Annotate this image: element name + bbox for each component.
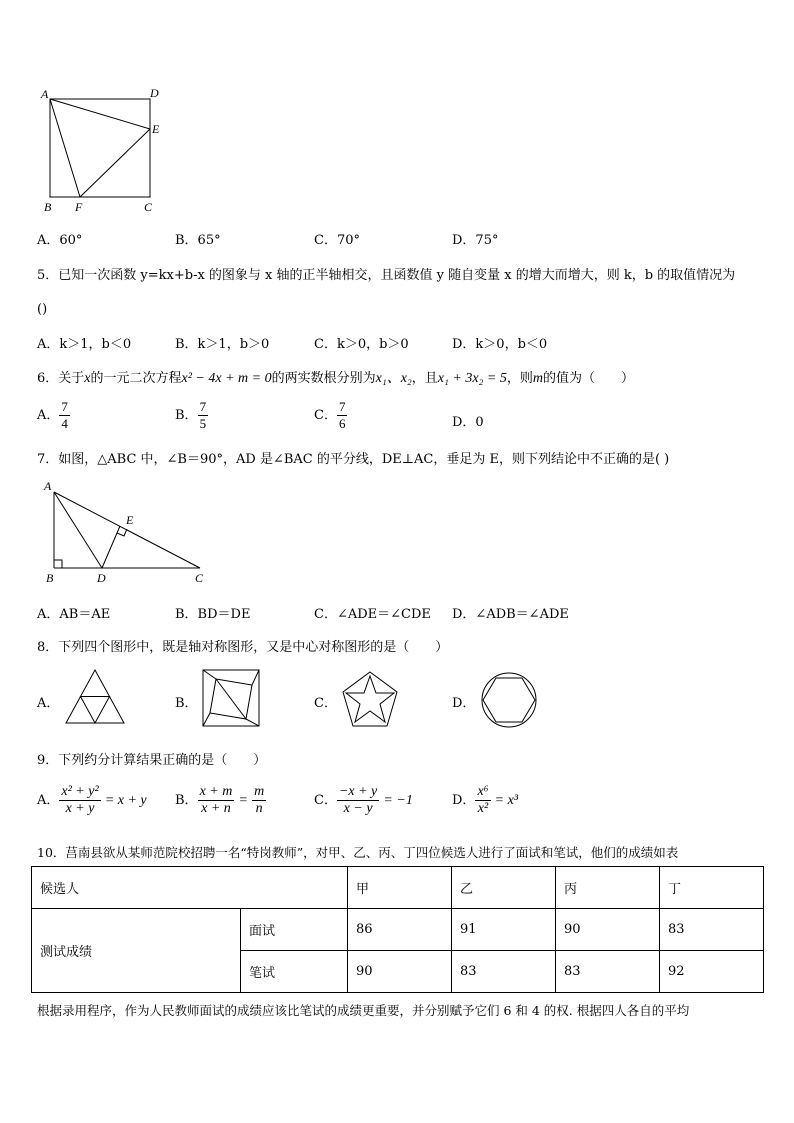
segment-af [50,99,80,197]
label-c: C [144,200,153,214]
q6-stem: 6．关于x的一元二次方程x² − 4x + m = 0的两实数根分别为x₁、x₂，且x₁ + 3x₂ = 5，则m的值为（ ） [37,371,635,386]
label-e: E [152,122,160,136]
q8-option-c: C． [314,696,337,711]
q9-option-d: D． $\frac{\text{x⁶}}{\text{x²}}$ = x³ [452,784,519,816]
q4-figure [40,85,170,215]
q7-option-d: D．∠ADB＝∠ADE [452,607,569,622]
q6-option-d: D．0 [452,415,484,430]
q5-option-d: D．k＞0，b＜0 [452,337,548,352]
right-angle-b [54,560,62,568]
q5-option-a: A．k＞1，b＜0 [37,337,132,352]
q7-option-c: C．∠ADE＝∠CDE [314,607,431,622]
q6-c-fraction: $\frac{7}{6}$ [338,399,346,431]
q8-option-b: B． [175,696,198,711]
candidate-cell: 丙 [556,867,660,909]
q8-option-a: A． [37,696,60,711]
candidate-cell: 乙 [452,867,556,909]
row-label-cell: 面试 [241,909,348,951]
q7-option-a: A．AB＝AE [37,607,111,622]
label-b: B [44,200,52,214]
candidate-cell: 丁 [660,867,764,909]
q4-option-d: D．75° [452,233,499,248]
score-cell: 83 [556,951,660,993]
q6-b-fraction: $\frac{7}{5}$ [199,399,207,431]
label-d: D [150,86,159,100]
q8-stem: 8．下列四个图形中，既是轴对称图形，又是中心对称图形的是（ ） [37,640,449,655]
q6-a-fraction: $\frac{7}{4}$ [61,399,68,431]
segment-ae [50,99,150,129]
q6-option-a: A． $\frac{7}{4}$ [37,399,68,431]
q10-after-text: 根据录用程序，作为人民教师面试的成绩应该比笔试的成绩更重要，并分别赋予它们 6 和 4 的权. 根据四人各自的平均 [37,1003,690,1018]
score-cell: 83 [452,951,556,993]
q5-option-c: C．k＞0，b＞0 [314,337,409,352]
pentagon-star-figure [340,670,400,730]
score-cell: 83 [660,909,764,951]
score-cell: 91 [452,909,556,951]
q9-option-c: C． $\frac{-x + y}{x - y}$ = −1 [314,784,413,816]
header-candidate-cell: 候选人 [32,867,348,909]
table-row [32,909,764,951]
score-cell: 90 [348,951,452,993]
label-f: F [75,200,83,214]
table-header-row [32,867,764,909]
row-label-cell: 笔试 [241,951,348,993]
segment-de [102,526,120,568]
label-c: C [195,571,204,585]
label-b: B [46,571,54,585]
square-figure [202,669,262,729]
segment-fe [80,129,150,197]
q5-option-b: B．k＞1，b＞0 [175,337,270,352]
q5-paren: () [37,302,48,317]
q5-stem: 5．已知一次函数 y=kx+b-x 的图象与 x 轴的正半轴相交，且函数值 y 随自变量 x 的增大而增大，则 k，b 的取值情况为 [37,268,736,283]
score-cell: 92 [660,951,764,993]
circle-hexagon-figure [480,671,540,731]
q4-option-a: A．60° [37,233,83,248]
q6-option-c: C． $\frac{7}{6}$ [314,399,346,431]
candidate-cell: 甲 [348,867,452,909]
label-a: A [44,479,52,493]
group-label-cell: 测试成绩 [32,909,241,993]
q9-option-a: A． $\frac{\text{x² + y²}}{x + y}$ = x + y [37,784,147,816]
q9-option-b: B． $\frac{x + m}{x + n}$ = $\frac{m}{n}$ [175,784,265,816]
q7-figure [40,478,220,588]
score-cell: 86 [348,909,452,951]
segment-ad [54,492,102,568]
label-d: D [97,571,106,585]
q7-option-b: B．BD＝DE [175,607,251,622]
triangle-figure [63,667,127,727]
label-a: A [41,87,49,101]
score-cell: 90 [556,909,660,951]
scores-table [31,866,764,993]
label-e: E [126,513,134,527]
q9-stem: 9．下列约分计算结果正确的是（ ） [37,753,267,768]
q10-stem: 10．莒南县欲从某师范院校招聘一名“特岗教师”，对甲、乙、丙、丁四位候选人进行了面试和笔试，他们的成绩如表 [37,845,679,860]
q4-option-b: B．65° [175,233,221,248]
q4-option-c: C．70° [314,233,360,248]
q7-stem: 7．如图，△ABC 中，∠B＝90°，AD 是∠BAC 的平分线，DE⊥AC，垂足为 E，则下列结论中不正确的是( ) [37,452,670,467]
q8-option-d: D． [452,696,476,711]
q6-option-b: B． $\frac{7}{5}$ [175,399,207,431]
